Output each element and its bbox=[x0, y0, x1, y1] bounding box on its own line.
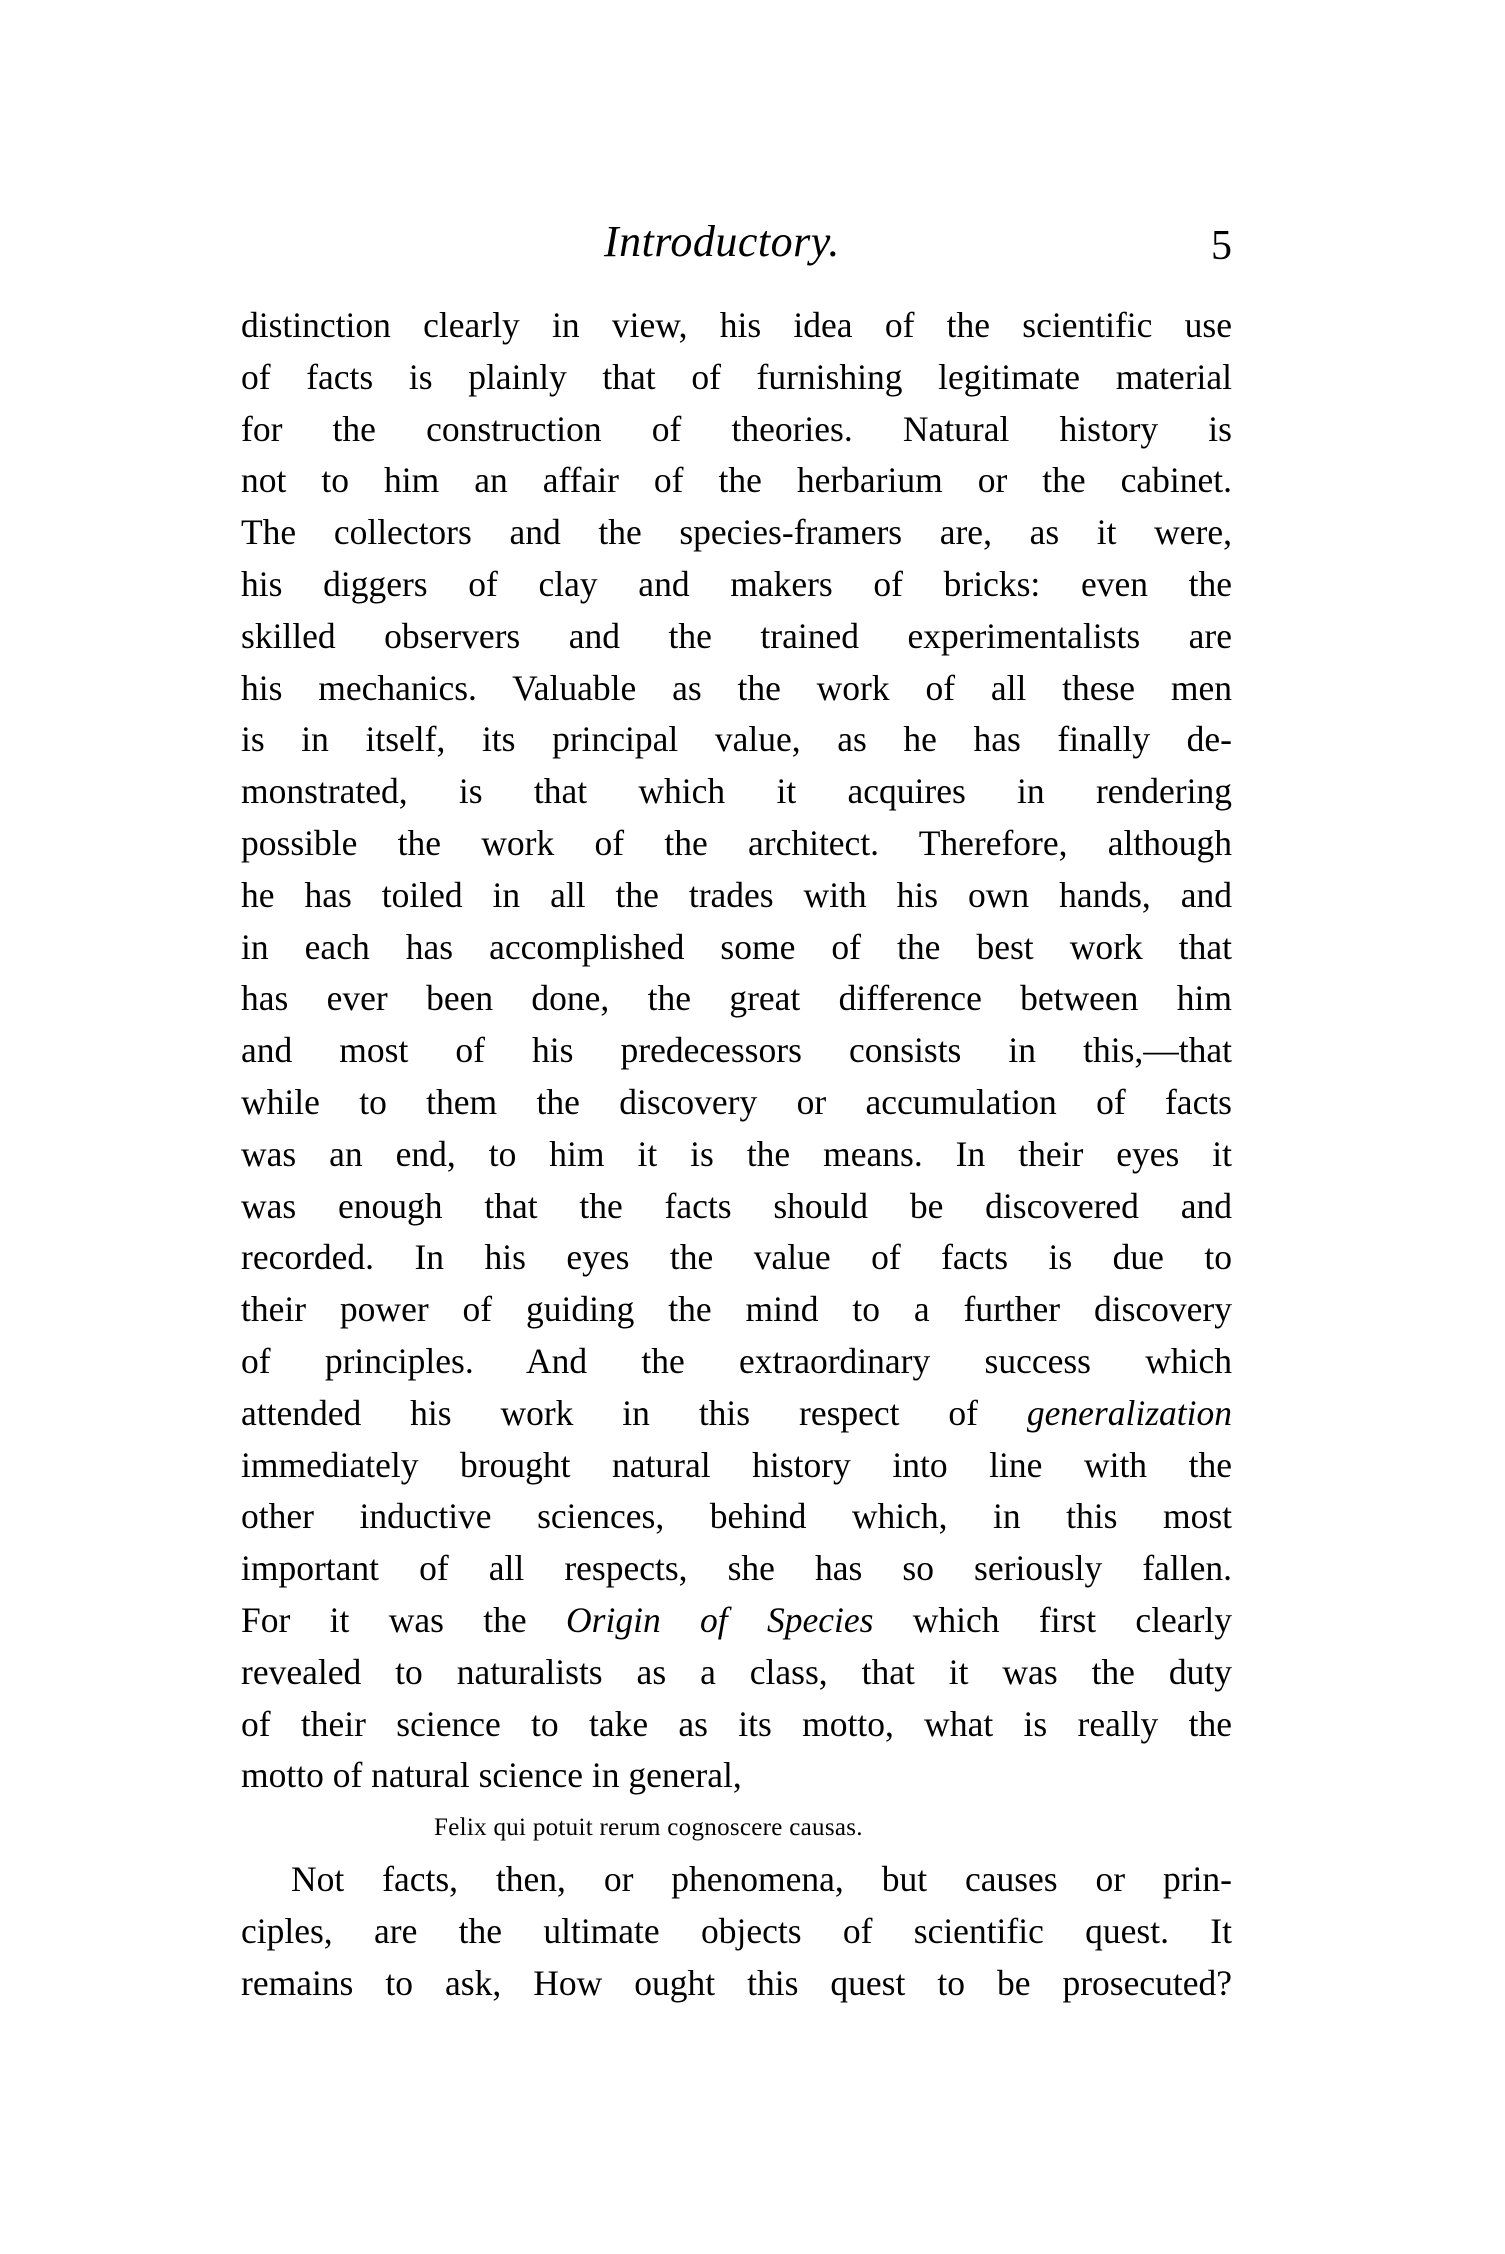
running-head bbox=[241, 212, 1232, 272]
text-line: revealed to naturalists as a class, that it was the duty bbox=[241, 1651, 1232, 1692]
text-line: not to him an affair of the herbarium or the cabinet. bbox=[241, 460, 1232, 501]
italic-term-generalization: generalization bbox=[1026, 1392, 1232, 1433]
text-line: was an end, to him it is the means. In their eyes it bbox=[241, 1133, 1232, 1174]
text-line: his mechanics. Valuable as the work of all these men bbox=[241, 667, 1232, 708]
text-line: skilled observers and the trained experimentalists are bbox=[241, 615, 1232, 656]
text-segment: attended his work in this respect of bbox=[241, 1392, 1027, 1433]
text-line: has ever been done, the great difference between him bbox=[241, 978, 1232, 1019]
text-line: ciples, are the ultimate objects of scientific quest. It bbox=[241, 1910, 1232, 1951]
text-line: his diggers of clay and makers of bricks: even the bbox=[241, 563, 1232, 604]
running-title: Introductory. bbox=[604, 217, 840, 266]
text-line: of principles. And the extraordinary success which bbox=[241, 1340, 1232, 1381]
text-line: immediately brought natural history into line with the bbox=[241, 1444, 1232, 1485]
latin-quotation: Felix qui potuit rerum cognoscere causas. bbox=[434, 1814, 863, 1842]
text-line: recorded. In his eyes the value of facts is due to bbox=[241, 1237, 1232, 1278]
text-segment: For it was the bbox=[241, 1599, 567, 1640]
text-line: while to them the discovery or accumulation of facts bbox=[241, 1081, 1232, 1122]
paragraph-first-line: Not facts, then, or phenomena, but causes or prin- bbox=[291, 1858, 1232, 1899]
text-line: of facts is plainly that of furnishing legitimate material bbox=[241, 356, 1232, 397]
text-line: other inductive sciences, behind which, in this most bbox=[241, 1496, 1232, 1537]
text-line: important of all respects, she has so seriously fallen. bbox=[241, 1548, 1232, 1589]
text-line: in each has accomplished some of the best work that bbox=[241, 926, 1232, 967]
text-line: was enough that the facts should be discovered and bbox=[241, 1185, 1232, 1226]
text-line: their power of guiding the mind to a further discovery bbox=[241, 1289, 1232, 1330]
text-line: remains to ask, How ought this quest to be prosecuted? bbox=[241, 1962, 1232, 2003]
text-line: he has toiled in all the trades with his own hands, and bbox=[241, 874, 1232, 915]
text-line-with-italic bbox=[241, 1388, 1232, 1440]
text-line: monstrated, is that which it acquires in rendering bbox=[241, 771, 1232, 812]
text-line: and most of his predecessors consists in this,—that bbox=[241, 1030, 1232, 1071]
text-line: possible the work of the architect. Therefore, although bbox=[241, 822, 1232, 863]
text-line: is in itself, its principal value, as he has finally de- bbox=[241, 719, 1232, 760]
text-segment: which first clearly bbox=[873, 1599, 1232, 1640]
text-line: motto of natural science in general, bbox=[241, 1755, 742, 1796]
body-text bbox=[241, 300, 1232, 2009]
text-line-with-italic bbox=[241, 1595, 1232, 1647]
text-line: for the construction of theories. Natural history is bbox=[241, 408, 1232, 449]
text-line: of their science to take as its motto, what is really the bbox=[241, 1703, 1232, 1744]
italic-title-origin-of-species: Origin of Species bbox=[566, 1599, 874, 1640]
text-line: The collectors and the species-framers are, as it were, bbox=[241, 512, 1232, 553]
page-number: 5 bbox=[1211, 223, 1232, 269]
text-line: distinction clearly in view, his idea of the scientific use bbox=[241, 305, 1232, 345]
